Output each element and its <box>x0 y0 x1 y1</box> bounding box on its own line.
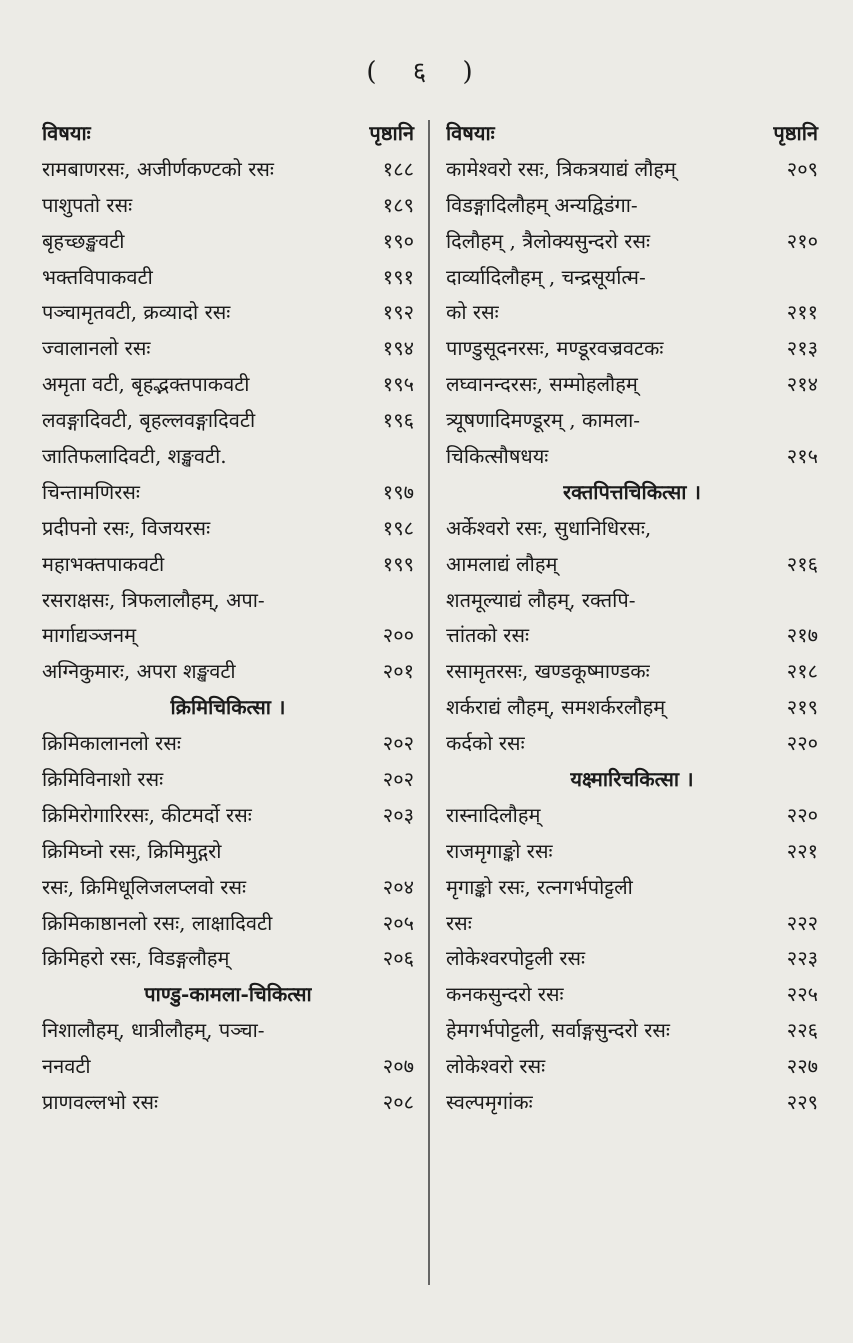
entry-subject: पाशुपतो रसः <box>42 192 133 217</box>
index-entry <box>446 618 818 654</box>
index-entry <box>42 654 414 690</box>
index-entry <box>42 439 414 475</box>
index-entry <box>446 260 818 296</box>
left-column <box>42 116 414 1121</box>
section-title: क्रिमिचिकित्सा । <box>170 695 286 720</box>
entry-subject: क्रिमिरोगारिरसः, कीटमर्दो रसः <box>42 802 252 827</box>
entry-subject: रसः, क्रिमिधूलिजलप्लवो रसः <box>42 874 247 899</box>
entry-page-number: २१८ <box>786 659 818 684</box>
column-divider <box>428 120 430 1285</box>
index-entry <box>42 906 414 942</box>
entry-subject: रसामृतरसः, खण्डकूष्माण्डकः <box>446 659 650 684</box>
entry-page-number: १९१ <box>382 264 414 289</box>
index-entry <box>42 367 414 403</box>
entry-page-number: १९४ <box>382 336 414 361</box>
index-entry <box>42 1013 414 1049</box>
entry-page-number: २०६ <box>382 946 414 971</box>
entry-subject: लवङ्गादिवटी, बृहल्लवङ्गादिवटी <box>42 408 256 433</box>
entry-subject: दिलौहम् , त्रैलोक्यसुन्दरो रसः <box>446 228 651 253</box>
entry-subject: कामेश्वरो रसः, त्रिकत्रयाद्यं लौहम् <box>446 156 676 181</box>
entry-subject: रास्नादिलौहम् <box>446 802 541 827</box>
entry-subject: मार्गाद्यञ्जनम् <box>42 623 137 648</box>
entry-subject: दार्व्यादिलौहम् , चन्द्रसूर्यात्म- <box>446 264 646 289</box>
entry-page-number: २२६ <box>786 1018 818 1043</box>
index-entry <box>42 547 414 583</box>
index-entry <box>42 475 414 511</box>
index-entry <box>42 798 414 834</box>
entry-subject: क्रिमिकाष्ठानलो रसः, लाक्षादिवटी <box>42 910 273 935</box>
entry-page-number: २२० <box>786 731 818 756</box>
entry-page-number: २०४ <box>382 874 414 899</box>
index-entry <box>42 152 414 188</box>
entry-page-number: २११ <box>786 300 818 325</box>
entry-page-number: २०९ <box>786 156 818 181</box>
index-entry <box>446 547 818 583</box>
entry-page-number: २२७ <box>786 1054 818 1079</box>
index-entry <box>446 152 818 188</box>
entry-subject: क्रिमिविनाशो रसः <box>42 767 164 792</box>
entry-page-number: २२१ <box>786 838 818 863</box>
entry-subject: भक्तविपाकवटी <box>42 264 153 289</box>
index-entry <box>446 726 818 762</box>
index-entry <box>446 654 818 690</box>
index-entry <box>446 403 818 439</box>
entry-page-number: २०१ <box>382 659 414 684</box>
entry-page-number: २२० <box>786 802 818 827</box>
header-pages: पृष्ठानि <box>369 120 414 145</box>
entry-subject: आमलाद्यं लौहम् <box>446 551 558 576</box>
entry-page-number: १८८ <box>382 156 414 181</box>
entry-subject: लोकेश्वरो रसः <box>446 1054 546 1079</box>
entry-subject: अर्केश्वरो रसः, सुधानिधिरसः, <box>446 515 652 540</box>
index-entry <box>42 941 414 977</box>
index-entry <box>446 1049 818 1085</box>
index-entry <box>446 367 818 403</box>
section-title: रक्तपित्तचिकित्सा । <box>562 479 702 504</box>
entry-subject: त्तांतको रसः <box>446 623 530 648</box>
entry-subject: चिकित्सौषधयः <box>446 444 549 468</box>
entry-subject: बृहच्छङ्खवटी <box>42 228 125 253</box>
entry-subject: रसराक्षसः, त्रिफलालौहम्, अपा- <box>42 587 265 612</box>
entry-page-number: २०२ <box>382 767 414 792</box>
entry-page-number: २१४ <box>786 372 818 397</box>
entry-subject: राजमृगाङ्को रसः <box>446 838 553 863</box>
entry-subject: विडङ्गादिलौहम् अन्यद्विडंगा- <box>446 192 638 217</box>
entry-page-number: २०३ <box>382 802 414 827</box>
entry-subject: चिन्तामणिरसः <box>42 479 140 504</box>
entry-page-number: २१६ <box>786 551 818 576</box>
right-column <box>446 116 818 1121</box>
index-entry <box>42 260 414 296</box>
index-entry <box>446 690 818 726</box>
entry-subject: त्र्यूषणादिमण्डूरम् , कामला- <box>446 408 641 433</box>
entry-page-number: १९८ <box>382 515 414 540</box>
entry-subject: रामबाणरसः, अजीर्णकण्टको रसः <box>42 156 274 181</box>
index-entry <box>446 439 818 475</box>
entry-page-number: १९० <box>382 228 414 253</box>
index-entry <box>42 618 414 654</box>
entry-subject: पाण्डुसूदनरसः, मण्डूरवज्रवटकः <box>446 336 664 361</box>
index-entry <box>42 1085 414 1121</box>
index-entry <box>446 977 818 1013</box>
entry-subject: क्रिमिकालानलो रसः <box>42 731 181 756</box>
section-title: यक्ष्मारिचकित्सा । <box>570 767 694 792</box>
index-entry <box>446 331 818 367</box>
index-entry <box>446 941 818 977</box>
index-entry <box>446 834 818 870</box>
index-entry <box>446 583 818 619</box>
right-column-header <box>446 116 818 152</box>
entry-subject: रसः <box>446 910 472 935</box>
index-entry <box>446 188 818 224</box>
index-entry <box>42 834 414 870</box>
entry-subject: स्वल्पमृगांकः <box>446 1090 533 1115</box>
index-entry <box>42 331 414 367</box>
entry-subject: क्रिमिहरो रसः, विडङ्गलौहम् <box>42 946 230 971</box>
entry-page-number: २०२ <box>382 731 414 756</box>
entry-page-number: २०० <box>382 623 414 648</box>
left-column-header <box>42 116 414 152</box>
entry-page-number: १९७ <box>382 479 414 504</box>
entry-subject: हेमगर्भपोट्टली, सर्वाङ्गसुन्दरो रसः <box>446 1018 670 1043</box>
index-entry <box>42 583 414 619</box>
entry-page-number: २०७ <box>382 1054 414 1079</box>
index-entry <box>446 906 818 942</box>
entry-subject: लघ्वानन्दरसः, सम्मोहलौहम् <box>446 372 638 397</box>
entry-subject: अमृता वटी, बृहद्भक्तपाकवटी <box>42 372 250 397</box>
section-heading <box>446 762 818 798</box>
index-entry <box>42 224 414 260</box>
entry-page-number: १८९ <box>382 192 414 217</box>
entry-page-number: १९२ <box>382 300 414 325</box>
entry-subject: ज्वालानलो रसः <box>42 336 151 361</box>
section-heading <box>42 977 414 1013</box>
entry-subject: जातिफलादिवटी, शङ्खवटी. <box>42 444 227 468</box>
entry-page-number: १९९ <box>382 551 414 576</box>
entry-subject: लोकेश्वरपोट्टली रसः <box>446 946 586 971</box>
index-entry <box>42 726 414 762</box>
entry-page-number: १९५ <box>382 372 414 397</box>
entry-page-number: २१० <box>786 228 818 253</box>
section-title: पाण्डु-कामला-चिकित्सा <box>144 982 312 1007</box>
index-entry <box>42 295 414 331</box>
entry-subject: निशालौहम्, धात्रीलौहम्, पञ्चा- <box>42 1018 265 1043</box>
header-subject: विषयाः <box>42 120 91 145</box>
index-entry <box>42 1049 414 1085</box>
section-heading <box>42 690 414 726</box>
entry-subject: प्राणवल्लभो रसः <box>42 1090 159 1115</box>
entry-subject: अग्निकुमारः, अपरा शङ्खवटी <box>42 659 236 684</box>
index-entry <box>446 511 818 547</box>
index-entry <box>446 798 818 834</box>
index-entry <box>42 511 414 547</box>
index-entry <box>42 762 414 798</box>
index-entry <box>42 870 414 906</box>
entry-subject: शर्कराद्यं लौहम्, समशर्करलौहम् <box>446 695 666 720</box>
header-subject: विषयाः <box>446 120 495 145</box>
section-heading <box>446 475 818 511</box>
entry-page-number: २०५ <box>382 910 414 935</box>
index-entry <box>446 224 818 260</box>
entry-subject: ननवटी <box>42 1054 91 1079</box>
entry-subject: कनकसुन्दरो रसः <box>446 982 564 1007</box>
entry-subject: मृगाङ्को रसः, रत्नगर्भपोट्टली <box>446 874 633 899</box>
entry-page-number: २२५ <box>786 982 818 1007</box>
entry-subject: को रसः <box>446 300 499 325</box>
entry-subject: महाभक्तपाकवटी <box>42 551 165 576</box>
entry-page-number: २०८ <box>382 1090 414 1115</box>
entry-page-number: २१७ <box>786 623 818 648</box>
entry-subject: शतमूल्याद्यं लौहम्, रक्तपि- <box>446 587 636 612</box>
entry-page-number: २१५ <box>786 444 818 468</box>
entry-subject: क्रिमिघ्नो रसः, क्रिमिमुद्गरो <box>42 838 222 863</box>
index-entry <box>42 403 414 439</box>
entry-page-number: २१९ <box>786 695 818 720</box>
index-entry <box>446 295 818 331</box>
index-entry <box>446 870 818 906</box>
entry-page-number: २२९ <box>786 1090 818 1115</box>
entry-page-number: २२३ <box>786 946 818 971</box>
index-entry <box>446 1013 818 1049</box>
entry-subject: पञ्चामृतवटी, क्रव्यादो रसः <box>42 300 231 325</box>
entry-page-number: १९६ <box>382 408 414 433</box>
entry-subject: कर्दको रसः <box>446 731 525 756</box>
index-entry <box>446 1085 818 1121</box>
entry-page-number: २१३ <box>786 336 818 361</box>
entry-page-number: २२२ <box>786 910 818 935</box>
entry-subject: प्रदीपनो रसः, विजयरसः <box>42 515 211 540</box>
index-entry <box>42 188 414 224</box>
header-pages: पृष्ठानि <box>773 120 818 145</box>
page-number: ( ६ ) <box>366 57 487 87</box>
